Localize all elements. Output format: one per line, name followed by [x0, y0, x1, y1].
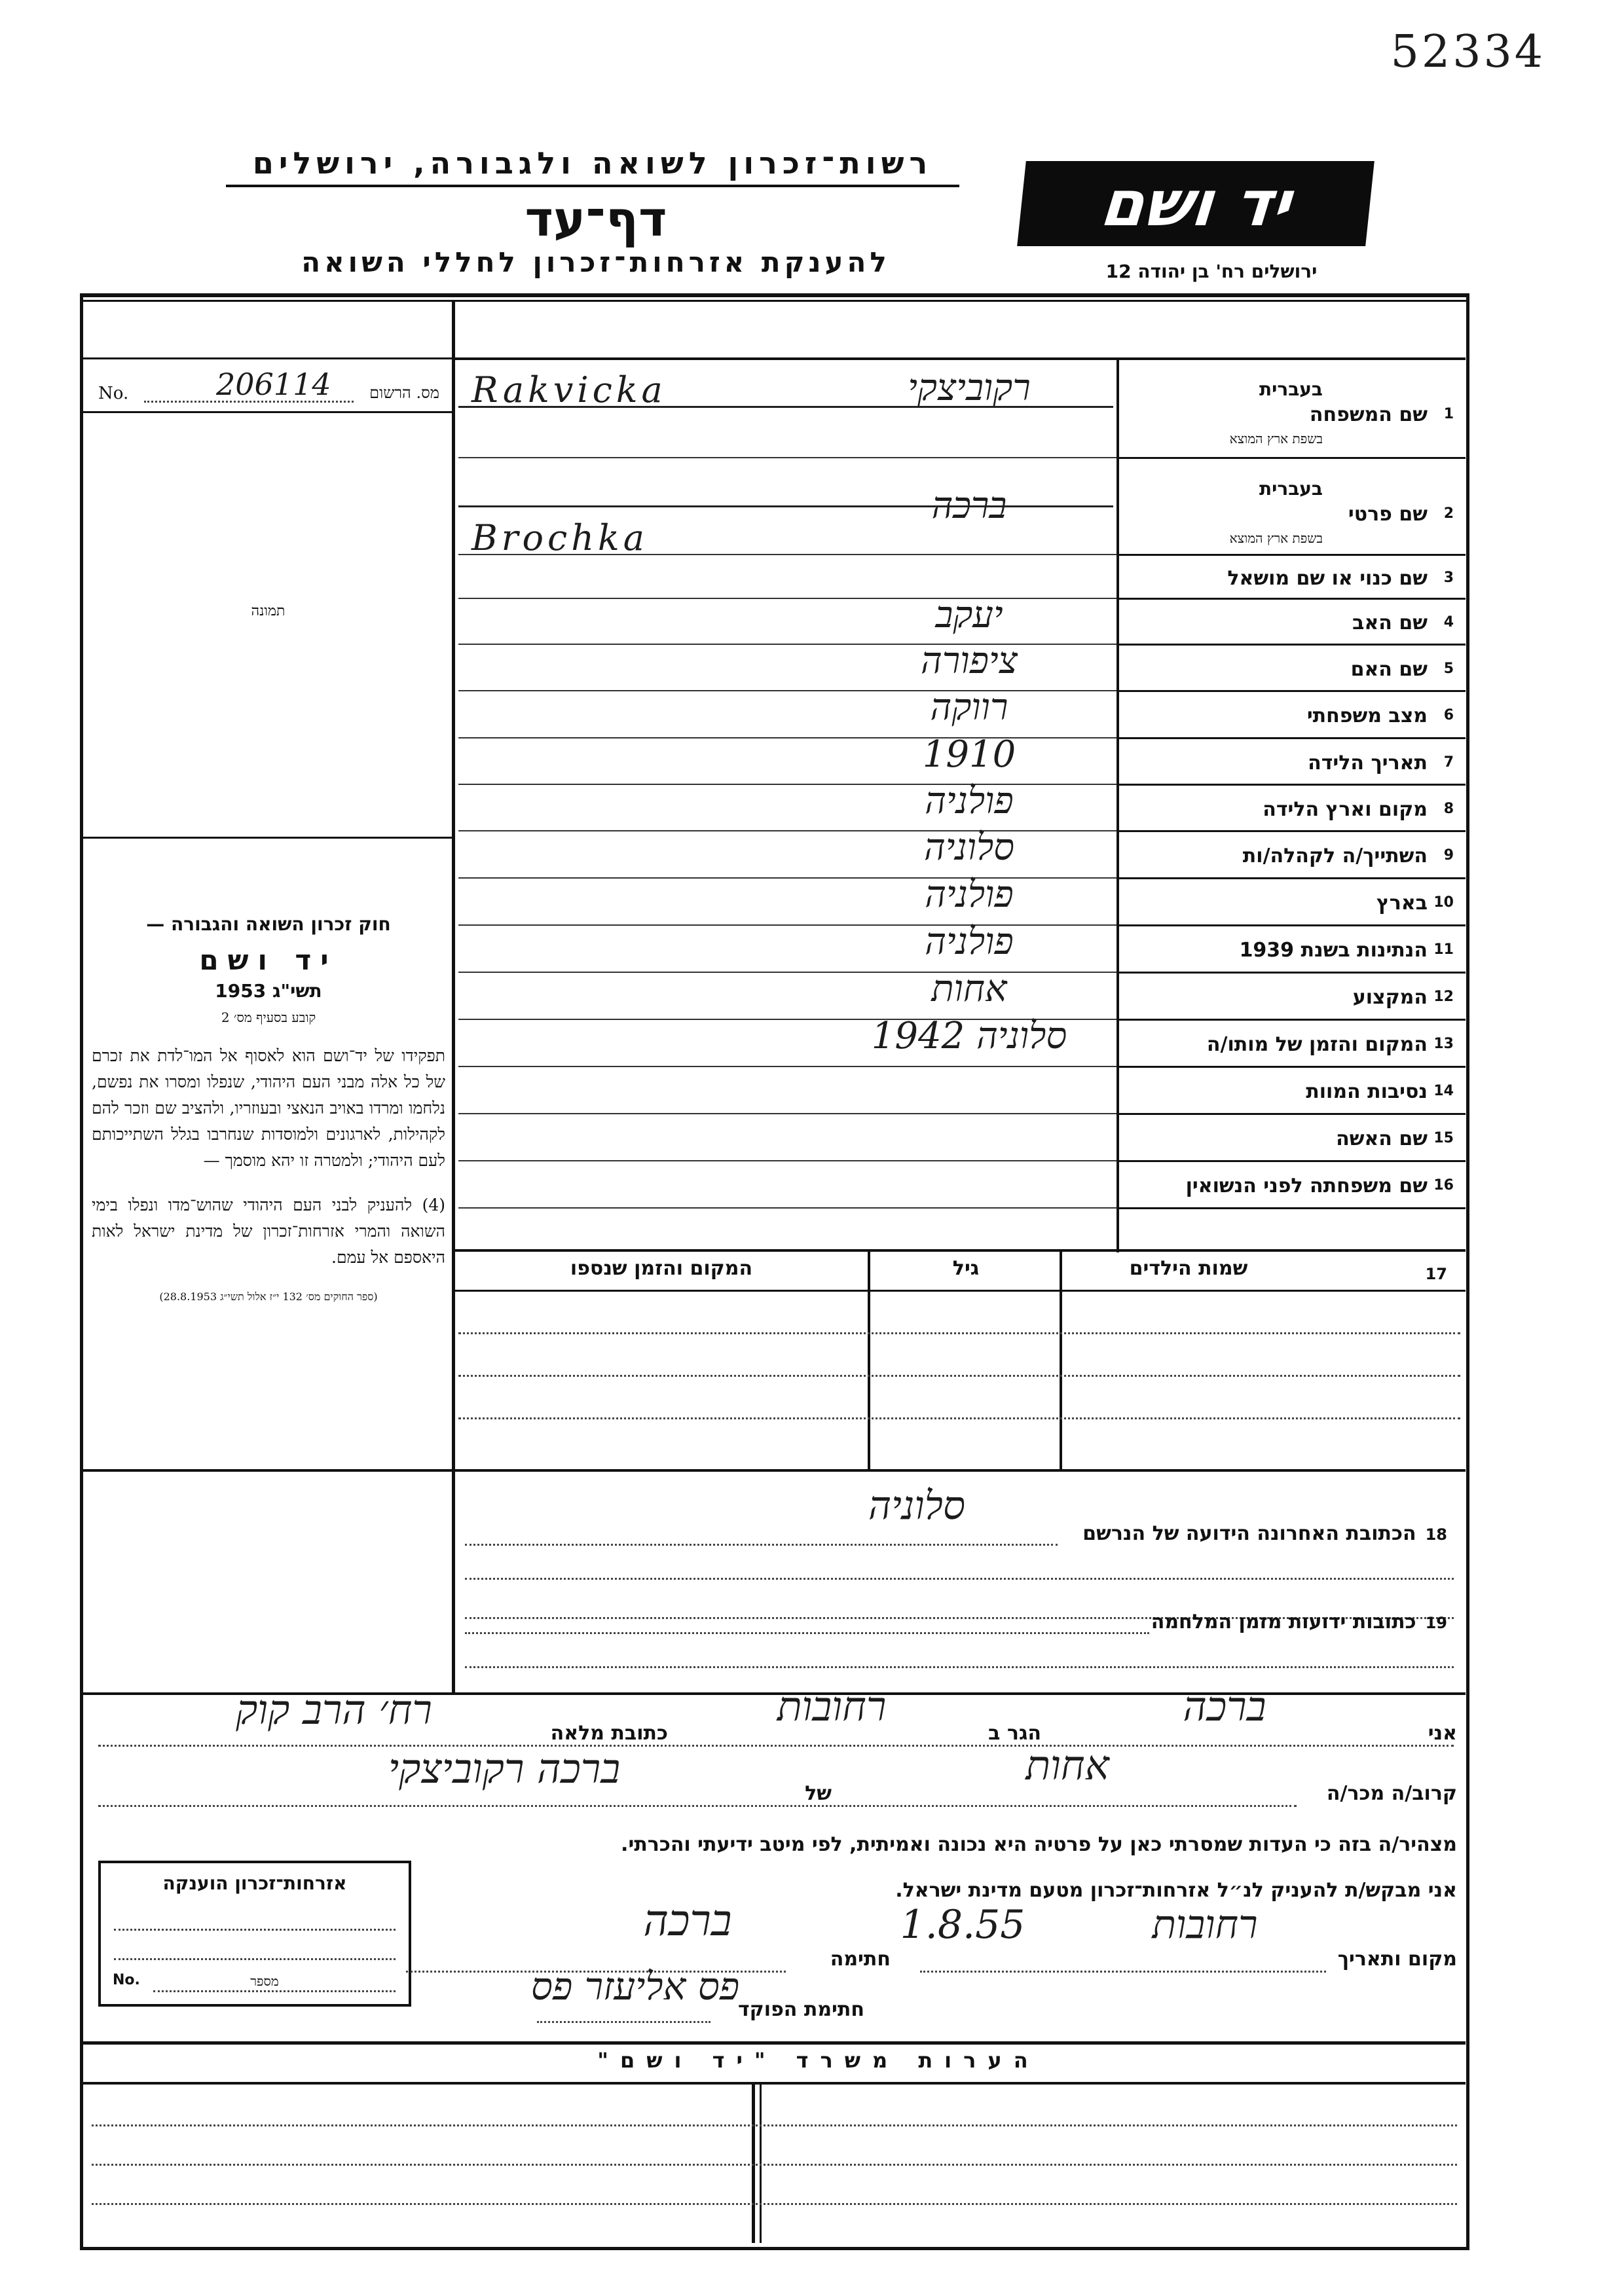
field18-num: 18 — [1425, 1525, 1447, 1544]
field-value: רקוביצקי — [908, 367, 1031, 409]
field-row-rule — [1116, 1066, 1466, 1068]
field19-line-1 — [465, 1632, 1149, 1634]
reg-no-label: No. — [98, 384, 129, 403]
field-label: בארץ — [1376, 892, 1428, 915]
field-label: נסיבות המוות — [1306, 1080, 1428, 1103]
children-bottom-rule — [83, 1469, 1466, 1472]
field-value-latin: Rakvicka — [471, 369, 667, 410]
field-value: פולניה — [925, 873, 1014, 916]
field-label: שם משפחתה לפני הנשואין — [1185, 1175, 1428, 1197]
field-number: 8 — [1443, 801, 1454, 817]
field-label: הנתינות בשנת 1939 — [1239, 939, 1428, 962]
field18-line — [465, 1544, 1058, 1546]
decl-relative-value: אחות — [1025, 1741, 1109, 1789]
institution-address: ירושלים רח' בן יהודה 12 — [1105, 261, 1318, 282]
citizenship-box — [98, 1861, 411, 2007]
field-row-rule — [1116, 1207, 1466, 1209]
children-col-rule-1 — [868, 1250, 870, 1470]
field-value: אחות — [931, 968, 1007, 1010]
field-number: 3 — [1443, 570, 1454, 586]
law-year: תשי"ג 1953 — [215, 980, 322, 1002]
citizenship-line-3 — [153, 1990, 396, 1992]
decl-signature-value: ברכה — [643, 1895, 732, 1946]
header-rule — [226, 185, 959, 187]
field-label: שם פרטי — [1348, 503, 1428, 526]
field-value-rule — [458, 1207, 1116, 1209]
field-number: 4 — [1443, 614, 1454, 630]
registration-block — [92, 367, 449, 406]
law-source: (ספר החוקים מס׳ 132 י״ז אלול תשי״ג 28.8.1953) — [159, 1290, 378, 1303]
field-value: ברכה — [931, 484, 1007, 527]
law-name: יד ושם — [199, 944, 338, 976]
decl-resident: הגר ב — [988, 1722, 1041, 1745]
decl-statement: מצהיר/ה בזה כי העדות שמסרתי כאן על פרטיה היא נכונה ואמיתית, לפי מיטב ידיעתי והכרתי. — [621, 1833, 1457, 1856]
origin-language-sublabel: בשפת ארץ המוצא — [1229, 431, 1323, 446]
remarks-row — [92, 2164, 1457, 2166]
field-row-rule — [1116, 690, 1466, 692]
field19-label — [1151, 1611, 1447, 1633]
field-value: יעקב — [935, 594, 1003, 636]
decl-ani: אני — [1428, 1722, 1457, 1745]
reg-rule — [83, 411, 453, 413]
field-row-rule — [1116, 737, 1466, 739]
photo-label: תמונה — [251, 603, 286, 619]
field-row-rule — [1116, 457, 1466, 459]
field-number: 6 — [1443, 707, 1454, 723]
field-number: 15 — [1433, 1130, 1454, 1146]
field-row-rule — [1116, 784, 1466, 786]
reg-number: 206114 — [216, 367, 331, 402]
decl-resident-value: רחובות — [777, 1683, 887, 1730]
citizenship-line-2 — [114, 1958, 396, 1960]
field-row-rule — [1116, 554, 1466, 556]
decl-ani-value: ברכה — [1183, 1683, 1266, 1730]
decl-line-2 — [98, 1805, 1297, 1807]
field-row-rule — [1116, 830, 1466, 832]
remarks-top-rule — [83, 2041, 1466, 2045]
reg-label: מס. הרשום — [369, 384, 439, 402]
field-value-rule — [458, 1160, 1116, 1161]
field-label: מצב משפחתי — [1306, 704, 1428, 727]
children-col-place: המקום והזמן שנספו — [570, 1257, 753, 1280]
field-label: תאריך הלידה — [1308, 752, 1428, 774]
field-value-rule — [458, 554, 1116, 555]
children-row — [458, 1375, 1460, 1377]
top-strip-rule — [455, 357, 1466, 360]
form-title: דף־עד — [525, 191, 667, 247]
origin-language-sublabel: בשפת ארץ המוצא — [1229, 530, 1323, 546]
decl-of-value: ברכה רקוביצקי — [388, 1745, 621, 1793]
citizenship-number-label: מספר — [250, 1973, 279, 1989]
law-paragraph-2: (4) להעניק לבני העם היהודי שהוש־מדו ונפלו בימי השואה והמרי אזרחות־זכרון של מדינת ישראל לאות היאספם אל עמם. — [92, 1195, 445, 1267]
field18-line-2 — [465, 1578, 1454, 1580]
field19-num: 19 — [1425, 1614, 1447, 1632]
remarks-header-rule — [83, 2082, 1466, 2085]
field-number: 7 — [1443, 754, 1454, 771]
children-col-rule-2 — [1060, 1250, 1062, 1470]
field-value-rule — [458, 1113, 1116, 1114]
children-header-rule — [455, 1290, 1466, 1292]
citizenship-no: No. — [113, 1972, 140, 1988]
field18-text: הכתובת האחרונה הידועה של הנרשם — [1082, 1522, 1416, 1545]
law-paragraph-1: תפקידו של יד־ושם הוא לאסוף אל המו־לדת את זכרם של כל אלה מבני העם היהודי, שנפלו ומסרו את נפשם, נלחמו ומרדו באויב הנאצי ובעוזריו, ולהציב שם וזכר להם לקהילות, לארגונים ולמוסדות שנחרבו בגלל השתייכותם לעם היהודי; ולמטרה זו יהא מוסמך — — [92, 1046, 445, 1170]
children-col-names: שמות הילדים — [1129, 1257, 1248, 1280]
field-number: 9 — [1443, 847, 1454, 864]
field-label: השתייך/ה לקהלה/ות — [1242, 845, 1428, 867]
field-value: סלוניה — [923, 826, 1015, 869]
field-value: 1910 — [922, 733, 1016, 776]
field-label: שם כנוי או שם מושאל — [1227, 567, 1428, 590]
field-row-rule — [1116, 1160, 1466, 1162]
field-number: 10 — [1433, 894, 1454, 911]
decl-relative: קרוב/ה מכר/ה — [1326, 1782, 1457, 1805]
children-num: 17 — [1425, 1265, 1447, 1283]
law-section: קובע בסעיף מס׳ 2 — [221, 1010, 316, 1025]
decl-place-date: מקום ותאריך — [1337, 1948, 1457, 1971]
yad-vashem-logo — [1017, 161, 1375, 246]
children-col-age: גיל — [952, 1257, 980, 1280]
institution-name: רשות־זכרון לשואה ולגבורה, ירושלים — [252, 145, 933, 181]
field-label: שם האם — [1350, 658, 1428, 681]
hebrew-sublabel: בעברית — [1259, 478, 1323, 500]
field19-text: כתובות ידועות מזמן המלחמה — [1151, 1611, 1416, 1633]
field-row-rule — [1116, 972, 1466, 974]
field-row-rule — [1116, 1019, 1466, 1021]
field-value: רווקה — [930, 686, 1008, 729]
field-number: 1 — [1443, 406, 1454, 422]
law-title: חוק זכרון השואה והגבורה — — [146, 913, 391, 935]
field19-line-2 — [465, 1666, 1454, 1668]
field-value-rule — [458, 457, 1116, 458]
children-row — [458, 1332, 1460, 1334]
frame-top-inner — [80, 300, 1469, 302]
field-row-rule — [1116, 1113, 1466, 1115]
field-number: 13 — [1433, 1036, 1454, 1052]
field-label: מקום וארץ הלידה — [1263, 798, 1428, 821]
decl-date-value: 1.8.55 — [900, 1902, 1025, 1948]
field-number: 5 — [1443, 661, 1454, 677]
reg-dots — [144, 401, 354, 403]
citizenship-title: אזרחות־זכרון הוענקה — [162, 1872, 347, 1894]
children-top-rule — [455, 1249, 1466, 1252]
left-column-divider — [452, 300, 455, 1694]
field-value: סלוניה 1942 — [871, 1015, 1067, 1057]
decl-officer-label: חתימת הפוקד — [738, 1998, 864, 2021]
field18-value: סלוניה — [868, 1483, 965, 1529]
decl-line-3 — [920, 1971, 1326, 1973]
decl-officer-line — [537, 2021, 710, 2023]
field-number: 16 — [1433, 1177, 1454, 1194]
field-number: 11 — [1433, 941, 1454, 958]
field-number: 14 — [1433, 1083, 1454, 1099]
photo-bottom-rule — [83, 837, 453, 839]
hebrew-sublabel: בעברית — [1259, 378, 1323, 400]
remarks-row — [92, 2203, 1457, 2205]
field-value: ציפורה — [920, 640, 1018, 682]
children-row — [458, 1417, 1460, 1419]
field-label: שם המשפחה — [1309, 403, 1428, 426]
field-value: פולניה — [925, 780, 1014, 822]
field-value-latin: Brochka — [471, 517, 648, 558]
remarks-row — [92, 2124, 1457, 2126]
field-label: שם האשה — [1336, 1127, 1428, 1150]
citizenship-line-1 — [114, 1929, 396, 1931]
field-row-rule — [1116, 877, 1466, 879]
decl-full-address-value: רח׳ הרב קוק — [236, 1686, 432, 1734]
decl-of: של — [805, 1782, 832, 1805]
decl-request: אני מבקש/ת להעניק לנ״ל אזרחות־זכרון מטעם מדינת ישראל. — [895, 1879, 1457, 1902]
law-block — [92, 913, 445, 1303]
field-row-rule — [1116, 598, 1466, 600]
office-remarks-title: הערות משרד "יד ושם" — [597, 2048, 1040, 2073]
field-row-rule — [1116, 644, 1466, 646]
archive-number: 52334 — [1390, 26, 1545, 78]
decl-signature-label: חתימה — [830, 1948, 891, 1971]
decl-officer-value: פס אליעזר פס — [530, 1964, 740, 2009]
field-label: שם האב — [1352, 611, 1428, 634]
field-label: המקום והזמן של מותו/ה — [1206, 1033, 1428, 1056]
decl-place-value: רחובות — [1152, 1902, 1258, 1948]
field-label: המקצוע — [1352, 986, 1428, 1009]
label-column-divider — [1116, 359, 1119, 1252]
field-value-rule — [458, 1066, 1116, 1067]
field-row-rule — [1116, 924, 1466, 926]
decl-full-address: כתובת מלאה — [550, 1722, 668, 1745]
field-value: פולניה — [925, 920, 1014, 963]
field-number: 2 — [1443, 505, 1454, 522]
field-number: 12 — [1433, 989, 1454, 1005]
logo-text: יד ושם — [1097, 167, 1295, 240]
form-subtitle: להענקת אזרחות־זכרון לחללי השואה — [301, 246, 891, 278]
field18-label — [1082, 1522, 1447, 1545]
left-top-rule — [83, 357, 453, 359]
